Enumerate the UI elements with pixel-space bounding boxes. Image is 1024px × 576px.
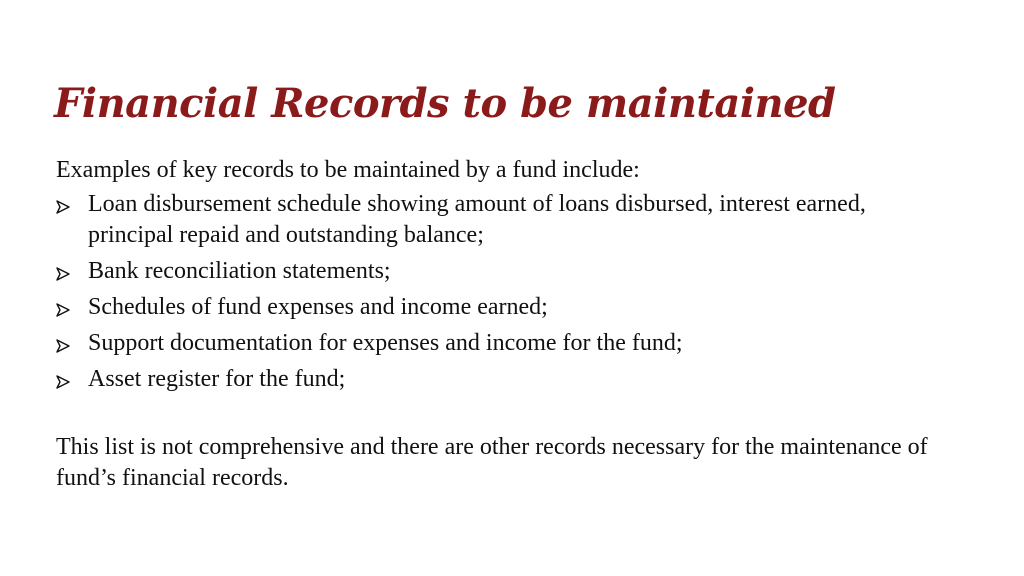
list-item-text: Support documentation for expenses and income for the fund; xyxy=(88,330,683,356)
list-item xyxy=(56,292,956,323)
arrow-bullet-icon xyxy=(56,267,70,281)
list-item-text: Asset register for the fund; xyxy=(88,366,346,392)
footer-note: This list is not comprehensive and there are other records necessary for the maintenance of fund’s financial records. xyxy=(56,434,928,491)
page-title: Financial Records to be maintained xyxy=(54,80,836,127)
list-item xyxy=(56,256,956,287)
intro-text: Examples of key records to be maintained by a fund include: xyxy=(56,157,640,183)
list-item xyxy=(56,189,956,251)
records-list xyxy=(56,189,956,395)
list-item-text: Schedules of fund expenses and income earned; xyxy=(88,294,548,320)
arrow-bullet-icon xyxy=(56,303,70,317)
arrow-bullet-icon xyxy=(56,339,70,353)
arrow-bullet-icon xyxy=(56,375,70,389)
slide-body xyxy=(56,155,956,494)
list-item xyxy=(56,328,956,359)
list-item xyxy=(56,364,956,395)
list-item-text: Bank reconciliation statements; xyxy=(88,258,391,284)
list-item-text: Loan disbursement schedule showing amount of loans disbursed, interest earned, principal repaid and outstanding balance; xyxy=(88,191,866,248)
arrow-bullet-icon xyxy=(56,200,70,214)
